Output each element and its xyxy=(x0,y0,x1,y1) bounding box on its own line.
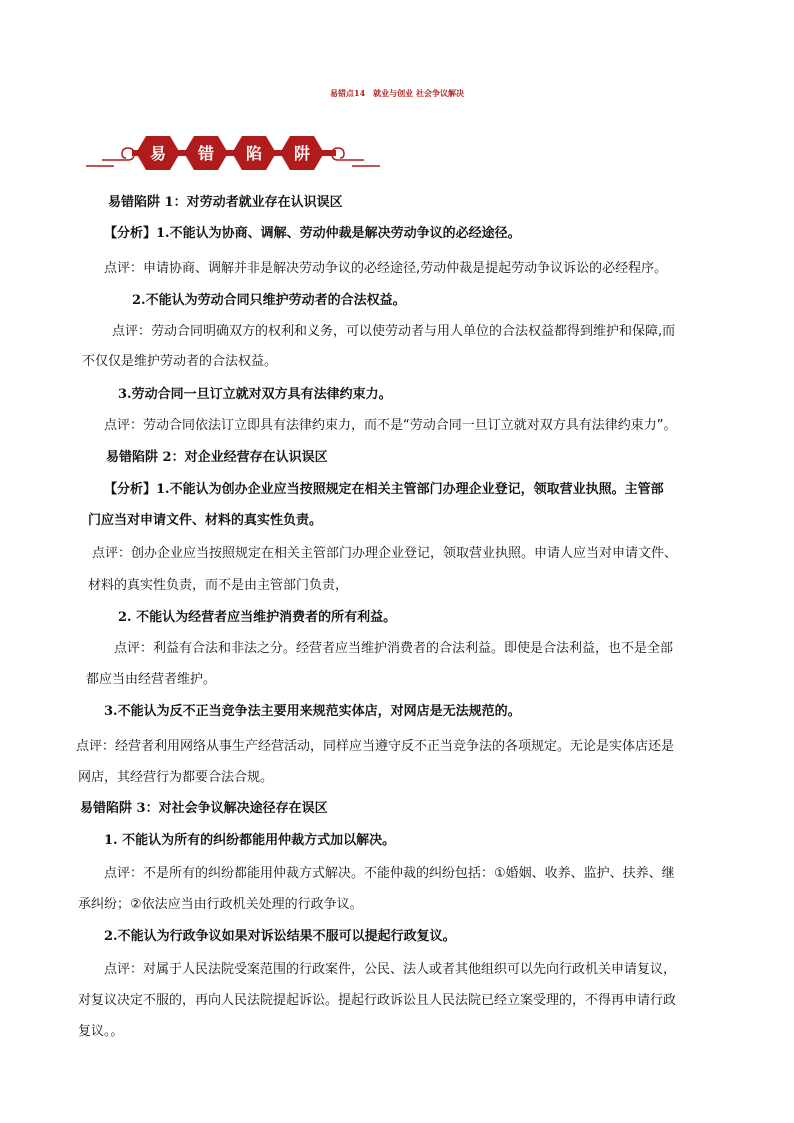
trap-2-analysis-1-cont: 门应当对申请文件、材料的真实性负责。 xyxy=(88,513,323,528)
left-cloud-ornament xyxy=(86,148,134,166)
trap-2-comment-1-cont: 材料的真实性负责，而不是由主管部门负责， xyxy=(88,578,349,593)
trap-3-comment-2-cont: 对复议决定不服的，再向人民法院提起诉讼。提起行政诉讼且人民法院已经立案受理的，不得再申请行政 xyxy=(78,993,677,1008)
trap-1-comment-1: 点评：申请协商、调解并非是解决劳动争议的必经途径,劳动仲裁是提起劳动争议诉讼的必经程序。 xyxy=(104,261,668,276)
trap-2-heading: 易错陷阱 2：对企业经营存在认识误区 xyxy=(106,450,328,465)
trap-1-analysis-3: 3.劳动合同一旦订立就对双方具有法律约束力。 xyxy=(118,387,392,402)
trap-2-analysis-3: 3.不能认为反不正当竞争法主要用来规范实体店，对网店是无法规范的。 xyxy=(104,704,521,719)
trap-2-comment-2-cont: 都应当由经营者维护。 xyxy=(86,672,217,687)
trap-1-comment-2-cont: 不仅仅是维护劳动者的合法权益。 xyxy=(82,354,278,369)
trap-2-analysis-1: 【分析】1.不能认为创办企业应当按照规定在相关主管部门办理企业登记，领取营业执照。主管部 xyxy=(104,482,664,497)
trap-1-heading: 易错陷阱 1：对劳动者就业存在认识误区 xyxy=(108,195,343,210)
banner-char-2: 错 xyxy=(197,144,215,163)
trap-1-comment-2: 点评：劳动合同明确双方的权利和义务，可以使劳动者与用人单位的合法权益都得到维护和保障,而 xyxy=(112,324,676,339)
banner-char-4: 阱 xyxy=(293,144,311,163)
trap-1-comment-3: 点评：劳动合同依法订立即具有法律约束力，而不是“劳动合同一旦订立就对双方具有法律约束力”。 xyxy=(104,418,677,433)
trap-1-analysis-1: 【分析】1.不能认为协商、调解、劳动仲裁是解决劳动争议的必经途径。 xyxy=(104,226,521,241)
section-banner xyxy=(84,126,382,178)
trap-2-comment-1: 点评：创办企业应当按照规定在相关主管部门办理企业登记，领取营业执照。申请人应当对申请文件、 xyxy=(92,546,678,561)
trap-3-analysis-1: 1. 不能认为所有的纠纷都能用仲裁方式加以解决。 xyxy=(104,833,396,848)
trap-3-comment-2: 点评：对属于人民法院受案范围的行政案件，公民、法人或者其他组织可以先向行政机关申请复议， xyxy=(104,962,677,977)
trap-2-comment-3: 点评：经营者利用网络从事生产经营活动，同样应当遵守反不正当竞争法的各项规定。无论是实体店还是 xyxy=(76,739,675,754)
trap-2-comment-2: 点评：利益有合法和非法之分。经营者应当维护消费者的合法利益。即使是合法利益，也不是全部 xyxy=(114,641,674,656)
trap-3-analysis-2: 2.不能认为行政争议如果对诉讼结果不服可以提起行政复议。 xyxy=(104,929,456,944)
banner-char-1: 易 xyxy=(149,144,167,163)
trap-3-heading: 易错陷阱 3：对社会争议解决途径存在误区 xyxy=(80,801,328,816)
right-cloud-ornament xyxy=(332,148,380,166)
banner-char-3: 陷 xyxy=(245,144,263,163)
trap-2-analysis-2: 2. 不能认为经营者应当维护消费者的所有利益。 xyxy=(118,610,397,625)
trap-3-comment-1-cont: 承纠纷；②依法应当由行政机关处理的行政争议。 xyxy=(78,897,363,912)
page-title: 易错点14 就业与创业 社会争议解决 xyxy=(330,88,464,98)
trap-1-analysis-2: 2.不能认为劳动合同只维护劳动者的合法权益。 xyxy=(132,293,406,308)
trap-2-comment-3-cont: 网店，其经营行为都要合法合规。 xyxy=(78,770,274,785)
trap-3-comment-2-end: 复议。。 xyxy=(78,1024,124,1039)
trap-3-comment-1: 点评：不是所有的纠纷都能用仲裁方式解决。不能仲裁的纠纷包括：①婚姻、收养、监护、扶养、继 xyxy=(104,866,675,881)
